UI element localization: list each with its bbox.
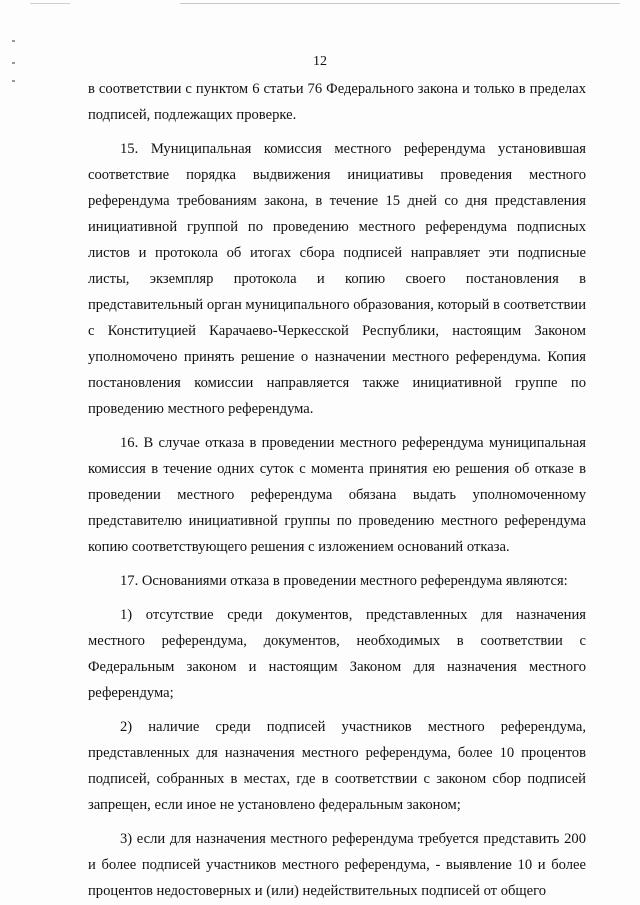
paragraph-subitem-2: 2) наличие среди подписей участников местного референдума, представленных для назначения местного референдума, более 10 процентов подписей, собранных в местах, где в соответствии с законом сбор подписей запрещен, если иное не установлено федеральным законом;: [88, 719, 586, 813]
paragraph-continuation: в соответствии с пунктом 6 статьи 76 Федерального закона и только в пределах подписей, подлежащих проверке.: [88, 81, 586, 123]
paragraph-subitem-3: 3) если для назначения местного референдума требуется представить 200 и более подписей участников местного референдума, - выявление 10 и более процентов недостоверных и (или) недействительных подписей от общего: [88, 831, 586, 899]
paragraph-item-17: 17. Основаниями отказа в проведении местного референдума являются:: [120, 573, 568, 589]
page-number: 12: [313, 54, 327, 69]
document-body: [88, 76, 586, 904]
paragraph-item-15: 15. Муниципальная комиссия местного референдума установившая соответствие порядка выдвижения инициативы проведения местного референдума требованиям закона, в течение 15 дней со дня представления инициативной группой по проведению местного референдума подписных листов и протокола об итогах сбора подписей направляет эти подписные листы, экземпляр протокола и копию своего постановления в представительный орган муниципального образования, который в соответствии с Конституцией Карачаево-Черкесской Республики, настоящим Законом уполномочено принять решение о назначении местного референдума. Копия постановления комиссии направляется также инициативной группе по проведению местного референдума.: [88, 141, 586, 417]
top-edge-line: [180, 3, 620, 4]
paragraph-item-16: 16. В случае отказа в проведении местного референдума муниципальная комиссия в течение одних суток с момента принятия ею решения об отказе в проведении местного референдума обязана выдать уполномоченному представителю инициативной группы по проведению местного референдума копию соответствующего решения с изложением оснований отказа.: [88, 435, 586, 555]
paragraph-subitem-1: 1) отсутствие среди документов, представленных для назначения местного референдума, документов, необходимых в соответствии с Федеральным законом и настоящим Законом для назначения местного референдума;: [88, 607, 586, 701]
top-edge-line-left: [30, 3, 70, 4]
scan-edge-marks: [12, 40, 18, 100]
